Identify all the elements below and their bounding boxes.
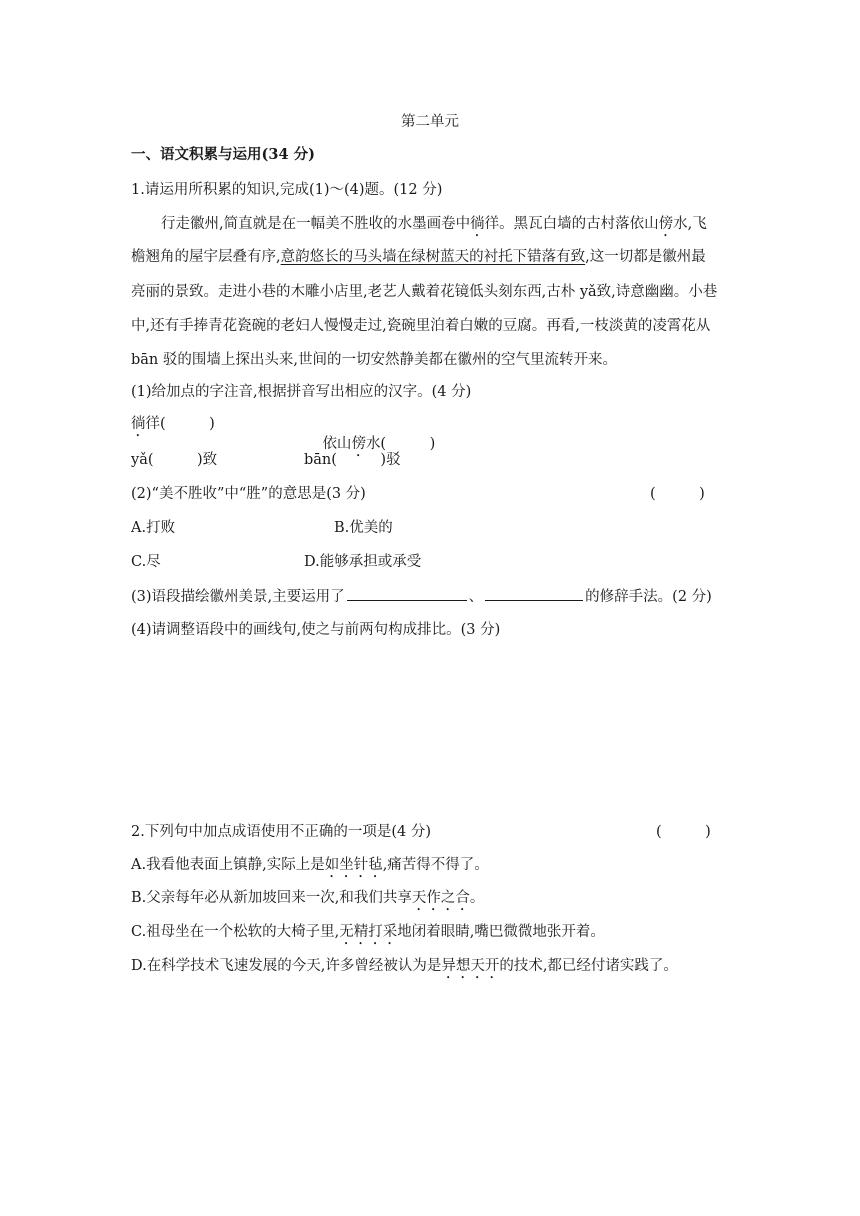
option-text: ,痛苦得不得了。 (382, 857, 489, 873)
option-d: D.能够承担或承受 (304, 554, 422, 570)
pinyin-item-b (304, 414, 435, 480)
dotted-idiom: 如坐针毡 (324, 857, 383, 873)
option-c: C.尽 (131, 554, 161, 570)
passage-text: 徉。黑瓦白墙的古村落依山 (484, 216, 659, 232)
passage-text: 水,飞 (673, 216, 707, 232)
item-text: 依山 (322, 436, 352, 452)
section-title: 一、语文积累与运用(34 分) (131, 146, 315, 163)
option-b (131, 888, 484, 914)
separator: 、 (468, 589, 484, 605)
fill-blank-2 (485, 586, 583, 601)
passage-text: ,这一切都是徽州最 (585, 249, 706, 265)
option-text: 的技术,都已经付诸实践了。 (499, 958, 678, 974)
passage-line-2 (131, 247, 706, 267)
passage-text: 檐翘角的屋宇层叠有序, (131, 249, 281, 265)
option-b: B.优美的 (334, 520, 393, 536)
option-text: A.我看他表面上镇静,实际上是 (131, 857, 325, 873)
passage-line-3: 亮丽的景致。走进小巷的木雕小店里,老艺人戴着花镜低头刻东西,古朴 yǎ致,诗意幽幽。小巷 (131, 284, 718, 300)
answer-bracket: ( ) (656, 824, 711, 840)
sub-question-2-stem: (2)“美不胜收”中“胜”的意思是(3 分) (131, 486, 366, 502)
answer-bracket: ( ) (650, 486, 705, 502)
answer-blank: 水( ) (365, 436, 436, 452)
question-text: 的修辞手法。(2 分) (585, 589, 712, 605)
dotted-char: 徜 (131, 416, 146, 432)
option-text: D.在科学技术飞速发展的今天,许多曾经被认为是 (131, 958, 442, 974)
option-text: C.祖母坐在一个松软的大椅子里, (131, 924, 340, 940)
question-2-stem: 2.下列句中加点成语使用不正确的一项是(4 分) (131, 824, 431, 840)
sub-question-4-stem: (4)请调整语段中的画线句,使之与前两句构成排比。(3 分) (131, 622, 501, 638)
option-c (131, 922, 605, 948)
fill-blank-1 (347, 586, 467, 601)
passage-line-5: bān 驳的围墙上探出头来,世间的一切安然静美都在徽州的空气里流转开来。 (131, 352, 617, 368)
passage-line-1 (161, 214, 707, 240)
dotted-char: 傍 (351, 436, 366, 452)
question-text: (3)语段描绘徽州美景,主要运用了 (131, 589, 345, 605)
option-text: 。 (469, 890, 485, 906)
dotted-char: 徜 (470, 216, 485, 232)
dotted-idiom: 天作之合 (411, 890, 470, 906)
option-a (131, 855, 489, 881)
question-1-stem: 1.请运用所积累的知识,完成(1)～(4)题。(12 分) (131, 182, 443, 198)
sub-question-1-stem: (1)给加点的字注音,根据拼音写出相应的汉字。(4 分) (131, 384, 472, 400)
dotted-char: 傍 (658, 216, 674, 232)
option-d (131, 956, 678, 982)
answer-blank: 徉( ) (145, 416, 215, 432)
option-text: 地闭着眼睛,嘴巴微微地张开着。 (397, 924, 605, 940)
option-a: A.打败 (131, 520, 176, 536)
passage-line-4: 中,还有手捧青花瓷碗的老妇人慢慢走过,瓷碗里泊着白嫩的豆腐。再看,一枝淡黄的凌霄花从 (131, 318, 711, 334)
underlined-sentence: 意韵悠长的马头墙在绿树蓝天的衬托下错落有致 (280, 249, 586, 265)
pinyin-item-c: yǎ( )致 (131, 452, 218, 468)
dotted-idiom: 异想天开 (441, 958, 500, 974)
dotted-idiom: 无精打采 (339, 924, 398, 940)
passage-text: 行走徽州,简直就是在一幅美不胜收的水墨画卷中 (161, 216, 471, 232)
unit-title: 第二单元 (401, 114, 459, 130)
pinyin-item-d: bān( )驳 (304, 452, 401, 468)
sub-question-3 (131, 586, 712, 607)
pinyin-item-a (131, 414, 215, 440)
option-text: B.父亲每年必从新加坡回来一次,和我们共享 (131, 890, 412, 906)
